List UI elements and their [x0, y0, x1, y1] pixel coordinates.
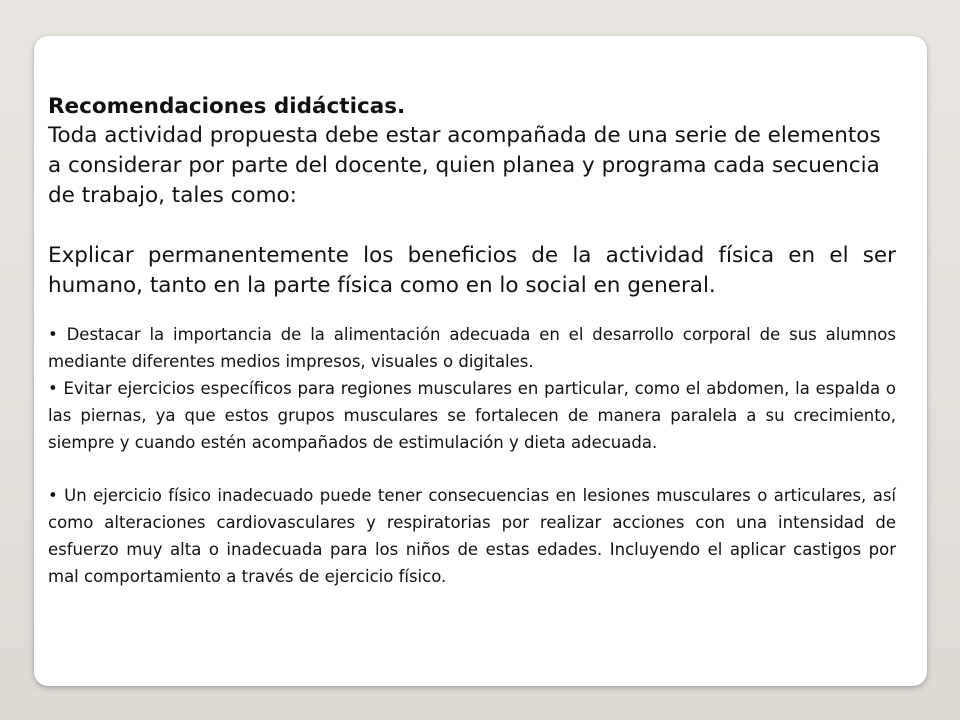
- recommendation-item: • Un ejercicio físico inadecuado puede tener consecuencias en lesiones musculares o articulares, así como alteraciones cardiovasculares y respiratorias por realizar acciones con una intensidad de esfuerzo muy alta o inadecuada para los niños de estas edades. Incluyendo el aplicar castigos por mal comportamiento a través de ejercicio físico.: [48, 486, 896, 586]
- recommendation-item: • Destacar la importancia de la alimentación adecuada en el desarrollo corporal de sus alumnos mediante diferentes medios impresos, visuales o digitales.: [48, 325, 896, 371]
- recommendation-list: [48, 321, 896, 590]
- intro-paragraph: Toda actividad propuesta debe estar acompañada de una serie de elementos a considerar por parte del docente, quien planea y programa cada secuencia de trabajo, tales como:: [48, 123, 881, 208]
- section-heading: Recomendaciones didácticas.: [48, 94, 406, 119]
- content-card: [34, 36, 927, 686]
- recommendation-item: • Evitar ejercicios específicos para regiones musculares en particular, como el abdomen, la espalda o las piernas, ya que estos grupos musculares se fortalecen de manera paralela a su crecimiento, siempre y cuando estén acompañados de estimulación y dieta adecuada.: [48, 379, 896, 452]
- explain-paragraph: Explicar permanentemente los beneficios de la actividad física en el ser humano, tanto en la parte física como en lo social en general.: [48, 243, 896, 298]
